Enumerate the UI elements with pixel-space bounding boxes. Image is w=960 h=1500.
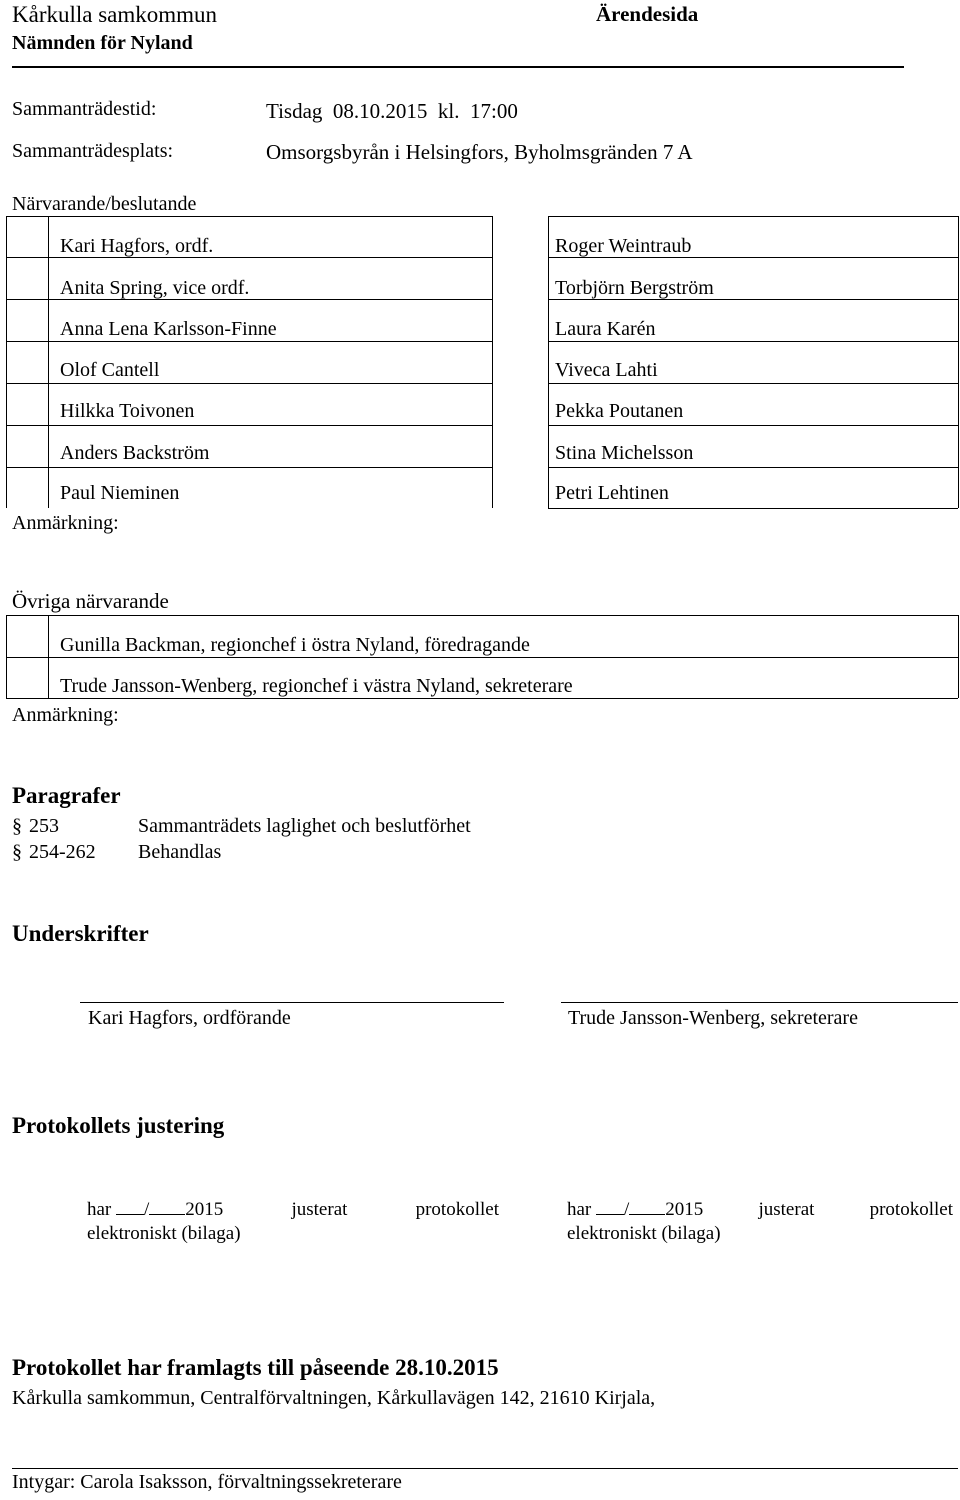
paragraph-number: 253 bbox=[29, 815, 59, 837]
day-blank bbox=[596, 1213, 624, 1215]
meeting-place-value: Omsorgsbyrån i Helsingfors, Byholmsgränden 7 A bbox=[266, 140, 693, 164]
footer-divider bbox=[12, 1468, 958, 1469]
present-member: Laura Karén bbox=[555, 318, 656, 340]
section-sign-icon: § bbox=[12, 815, 22, 837]
verification-line2: elektroniskt (bilaga) bbox=[87, 1223, 241, 1244]
slash: / bbox=[144, 1199, 150, 1220]
signatory-chair: Kari Hagfors, ordförande bbox=[88, 1007, 291, 1029]
paragraph-number: 254-262 bbox=[29, 841, 96, 863]
posting-heading: Protokollet har framlagts till påseende 28.10.2015 bbox=[12, 1355, 499, 1380]
present-member: Anna Lena Karlsson-Finne bbox=[60, 318, 277, 340]
paragraphs-heading: Paragrafer bbox=[12, 783, 121, 808]
word-protokollet: protokollet bbox=[415, 1199, 499, 1220]
month-blank bbox=[149, 1213, 185, 1215]
signatures-heading: Underskrifter bbox=[12, 921, 149, 946]
word-protokollet: protokollet bbox=[869, 1199, 953, 1220]
present-member: Roger Weintraub bbox=[555, 235, 692, 257]
other-present-person: Gunilla Backman, regionchef i östra Nyland, föredragande bbox=[60, 634, 530, 656]
meeting-time-label: Sammanträdestid: bbox=[12, 98, 157, 120]
present-member: Stina Michelsson bbox=[555, 442, 694, 464]
present-member: Paul Nieminen bbox=[60, 482, 180, 504]
present-member: Anita Spring, vice ordf. bbox=[60, 277, 250, 299]
signatory-secretary: Trude Jansson-Wenberg, sekreterare bbox=[568, 1007, 858, 1029]
other-present-person: Trude Jansson-Wenberg, regionchef i västra Nyland, sekreterare bbox=[60, 675, 573, 697]
present-member: Torbjörn Bergström bbox=[555, 277, 714, 299]
page-type-label: Ärendesida bbox=[596, 2, 699, 26]
word-har: har bbox=[567, 1199, 592, 1220]
certification-text: Intygar: Carola Isaksson, förvaltningssekreterare bbox=[12, 1471, 402, 1493]
board-name: Nämnden för Nyland bbox=[12, 32, 193, 54]
word-justerat: justerat bbox=[291, 1199, 348, 1220]
present-member: Viveca Lahti bbox=[555, 359, 658, 381]
paragraph-text: Sammanträdets laglighet och beslutförhet bbox=[138, 815, 471, 837]
present-member: Petri Lehtinen bbox=[555, 482, 669, 504]
verification-block-right bbox=[567, 1198, 953, 1246]
verification-line2: elektroniskt (bilaga) bbox=[567, 1223, 721, 1244]
present-remark-label: Anmärkning: bbox=[12, 512, 119, 534]
present-member: Olof Cantell bbox=[60, 359, 160, 381]
day-blank bbox=[116, 1213, 144, 1215]
present-heading: Närvarande/beslutande bbox=[12, 193, 197, 215]
month-blank bbox=[629, 1213, 665, 1215]
verification-heading: Protokollets justering bbox=[12, 1113, 225, 1138]
year: 2015 bbox=[665, 1199, 704, 1220]
header-divider bbox=[12, 66, 904, 68]
word-justerat: justerat bbox=[758, 1199, 815, 1220]
meeting-place-label: Sammanträdesplats: bbox=[12, 140, 174, 162]
meeting-time-value: Tisdag 08.10.2015 kl. 17:00 bbox=[266, 99, 518, 123]
year: 2015 bbox=[185, 1199, 224, 1220]
slash: / bbox=[624, 1199, 630, 1220]
others-remark-label: Anmärkning: bbox=[12, 704, 119, 726]
present-member: Hilkka Toivonen bbox=[60, 400, 195, 422]
others-heading: Övriga närvarande bbox=[12, 589, 169, 613]
signature-line-right bbox=[561, 1002, 958, 1003]
present-member: Anders Backström bbox=[60, 442, 210, 464]
section-sign-icon: § bbox=[12, 841, 22, 863]
signature-line-left bbox=[80, 1002, 504, 1003]
posting-address: Kårkulla samkommun, Centralförvaltningen, Kårkullavägen 142, 21610 Kirjala, bbox=[12, 1387, 656, 1409]
paragraph-text: Behandlas bbox=[138, 841, 222, 863]
organization-name: Kårkulla samkommun bbox=[12, 2, 218, 27]
word-har: har bbox=[87, 1199, 112, 1220]
present-member: Kari Hagfors, ordf. bbox=[60, 235, 214, 257]
verification-block-left bbox=[87, 1198, 499, 1246]
present-member: Pekka Poutanen bbox=[555, 400, 684, 422]
